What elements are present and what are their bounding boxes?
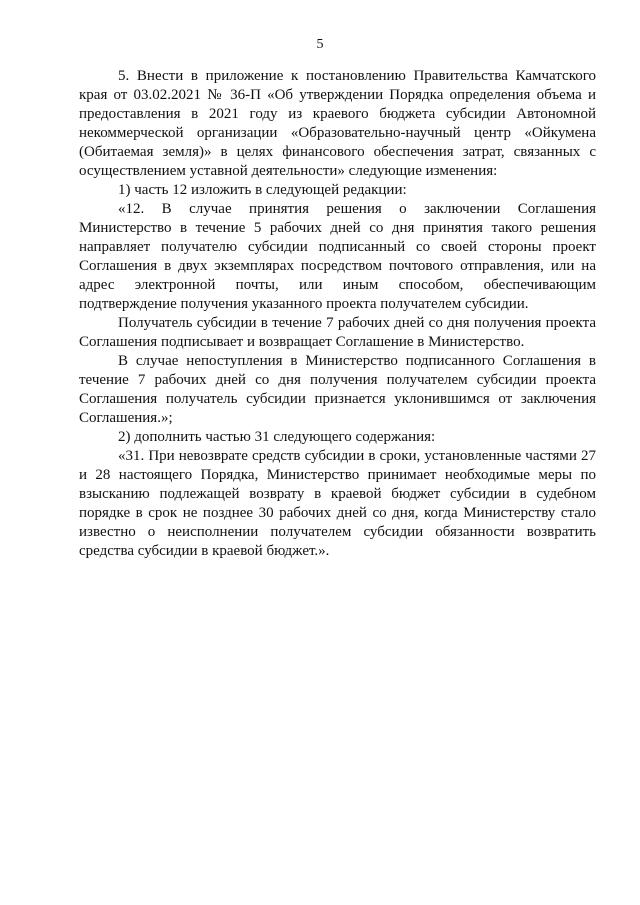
paragraph-part-31: «31. При невозврате средств субсидии в сроки, установленные частями 27 и 28 настоящего Порядка, Министерство принимает необходимые меры по взысканию подлежащей возврату в краевой бюджет субсидии в судебном порядке в срок не позднее 30 рабочих дней со дня, когда Министерству стало известно о неисполнении получателем субсидии обязанности возвратить средства субсидии в краевой бюджет.». [79, 448, 596, 559]
paragraph-non-receipt: В случае непоступления в Министерство подписанного Соглашения в течение 7 рабочих дней со дня получения получателем субсидии проекта Соглашения получатель субсидии признается уклонившимся от заключения Соглашения.»; [79, 353, 596, 426]
paragraph-subitem-2: 2) дополнить частью 31 следующего содержания: [118, 429, 436, 445]
paragraph-recipient-signs: Получатель субсидии в течение 7 рабочих дней со дня получения проекта Соглашения подписывает и возвращает Соглашение в Министерство. [79, 315, 596, 350]
paragraph-item-5-amendment: 5. Внести в приложение к постановлению Правительства Камчатского края от 03.02.2021 № 36-П «Об утверждении Порядка определения объема и предоставления в 2021 году из краевого бюджета субсидии Автономной некоммерческой организации «Образовательно-научный центр «Ойкумена (Обитаемая земля)» в целях финансового обеспечения затрат, связанных с осуществлением уставной деятельности» следующие изменения: [79, 68, 596, 179]
document-body [79, 67, 596, 561]
paragraph-part-12: «12. В случае принятия решения о заключении Соглашения Министерство в течение 5 рабочих дней со дня принятия такого решения направляет получателю субсидии подписанный со своей стороны проект Соглашения в двух экземплярах посредством почтового отправления, или на адрес электронной почты, или иным способом, обеспечивающим подтверждение получения указанного проекта получателем субсидии. [79, 201, 596, 312]
page-number: 5 [316, 37, 324, 52]
paragraph-subitem-1: 1) часть 12 изложить в следующей редакции: [118, 182, 407, 198]
